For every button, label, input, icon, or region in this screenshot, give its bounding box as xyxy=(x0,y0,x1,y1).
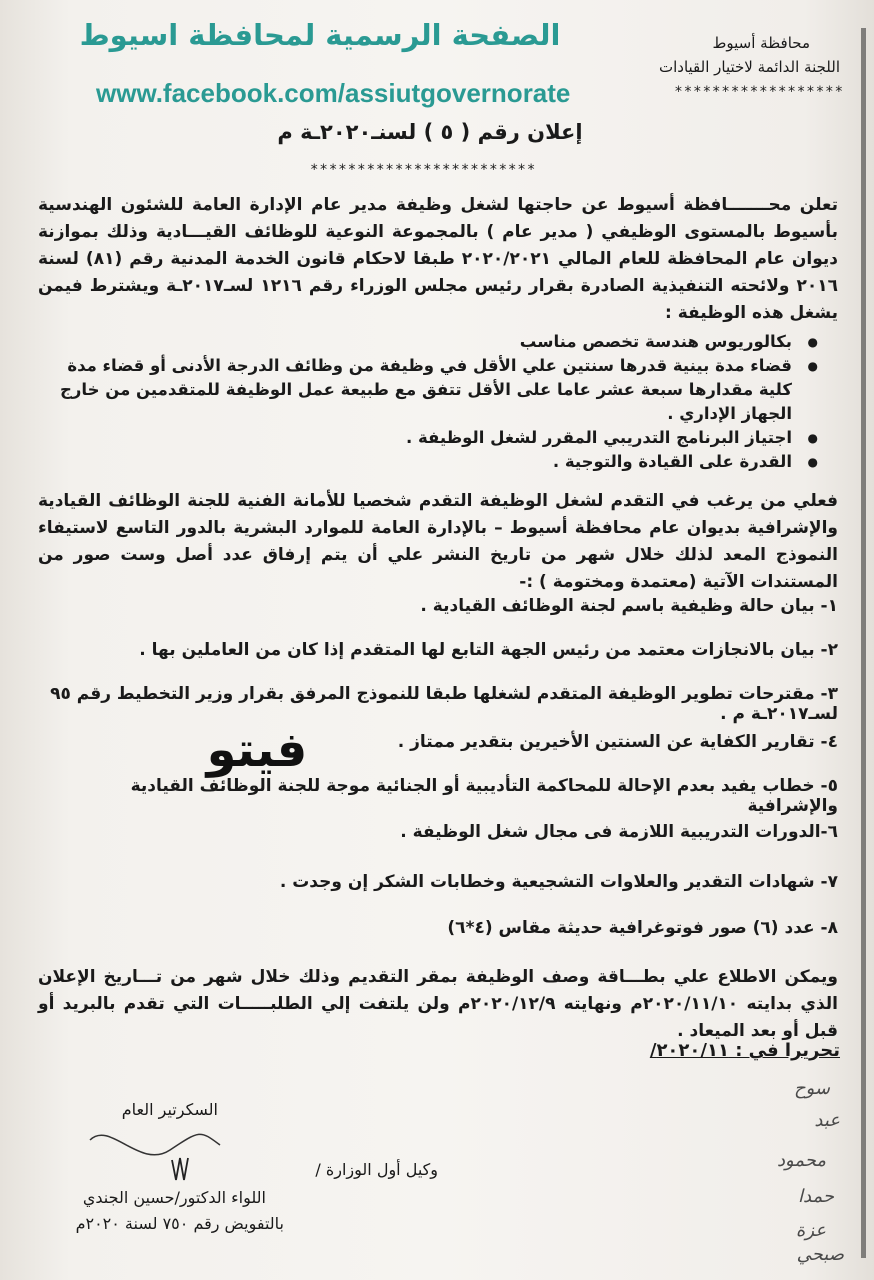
document-item: ٤- تقارير الكفاية عن السنتين الأخيرين بتقدير ممتاز . xyxy=(397,732,838,752)
watermark-logo: فيتو xyxy=(206,722,308,778)
document-item: ٥- خطاب يفيد بعدم الإحالة للمحاكمة التأديبية أو الجنائية موجة للجنة الوظائف القيادية والإشرافية xyxy=(130,776,838,816)
condition-item: ● بكالوريوس هندسة تخصص مناسب xyxy=(58,330,818,354)
page-edge-shadow xyxy=(861,28,866,1258)
announcement-stars: ************************ xyxy=(310,162,537,178)
signature-deputy: وكيل أول الوزارة / xyxy=(315,1160,438,1179)
handwritten-mark: حمدا xyxy=(798,1186,834,1207)
handwritten-mark: عبد xyxy=(814,1110,840,1131)
document-item: ٨- عدد (٦) صور فوتوغرافية حديثة مقاس (٤*٦) xyxy=(447,918,838,938)
handwritten-mark: محمود xyxy=(777,1150,826,1171)
document-item: ٢- بيان بالانجازات معتمد من رئيس الجهة التابع لها المتقدم إذا كان من العاملين بها . xyxy=(139,640,838,660)
document-item: ٧- شهادات التقدير والعلاوات التشجيعية وخطابات الشكر إن وجدت . xyxy=(279,872,838,892)
condition-item: ● اجتياز البرنامج التدريبي المقرر لشغل الوظيفة . xyxy=(58,426,818,450)
signature-role: السكرتير العام xyxy=(121,1100,218,1119)
application-paragraph: فعلي من يرغب في التقدم لشغل الوظيفة التقدم شخصيا للأمانة الفنية للجنة الوظائف القيادية والإشرافية بديوان عام محافظة أسيوط – بالإدارة العامة للموارد البشرية بالدور التاسع لاستيفاء النموذج المعد لذلك خلال شهر من تاريخ النشر علي أن يتم إرفاق عدد أصل وست صور من المستندات الآتية (معتمدة ومختومة ) :- xyxy=(38,491,838,592)
brand-title: الصفحة الرسمية لمحافظة اسيوط xyxy=(79,18,561,52)
org-committee: اللجنة الدائمة لاختيار القيادات xyxy=(658,58,840,76)
intro-paragraph: تعلن محـــــــافظة أسيوط عن حاجتها لشغل وظيفة مدير عام الإدارة العامة للشئون الهندسية بأسيوط بالمستوى الوظيفي ( مدير عام ) بالمجموعة النوعية للوظائف القيـــادية وذلك بموازنة ديوان عام المحافظة للعام المالي ٢٠٢٠/٢٠٢١ طبقا لاحكام قانون الخدمة المدنية رقم (٨١) لسنة ٢٠١٦ ولائحته التنفيذية الصادرة بقرار رئيس مجلس الوزراء رقم ١٢١٦ لسـ٢٠١٧ـة ويشترط فيمن يشغل هذه الوظيفة : xyxy=(38,195,839,323)
signature-delegation: بالتفويض رقم ٧٥٠ لسنة ٢٠٢٠م xyxy=(75,1214,284,1233)
condition-item: ● القدرة على القيادة والتوجية . xyxy=(58,450,818,474)
signature-scribble-icon xyxy=(80,1120,230,1190)
handwritten-mark: سوح xyxy=(794,1078,830,1099)
handwritten-mark: صبحي xyxy=(796,1244,844,1265)
org-governorate: محافظة أسيوط xyxy=(712,34,810,52)
announcement-title: إعلان رقم ( ٥ ) لسنـ٢٠٢٠ـة م xyxy=(277,120,583,144)
closing-paragraph: ويمكن الاطلاع علي بطـــاقة وصف الوظيفة بمقر التقديم وذلك خلال شهر من تـــاريخ الإعلان الذي بدايته ٢٠٢٠/١١/١٠م ونهايته ٢٠٢٠/١٢/٩م ولن يلتفت إلي الطلبـــــات التي تقدم بالبريد أو قبل أو بعد الميعاد . xyxy=(38,967,838,1041)
document-item: ٣- مقترحات تطوير الوظيفة المتقدم لشغلها طبقا للنموذج المرفق بقرار وزير التخطيط رقم ٩٥ لسـ٢٠١٧ـة م . xyxy=(50,684,838,724)
condition-item: ● قضاء مدة بينية قدرها سنتين علي الأقل في وظيفة من وظائف الدرجة الأدنى أو قضاء مدة كلية مقدارها سبعة عشر عاما على الأقل تتفق مع طبيعة عمل الوظيفة للمتقدمين من خارج الجهاز الإداري . xyxy=(58,354,818,426)
facebook-link[interactable]: www.facebook.com/assiutgovernorate xyxy=(96,78,571,108)
document-item: ١- بيان حالة وظيفية باسم لجنة الوظائف القيادية . xyxy=(420,596,838,616)
handwritten-mark: عزة xyxy=(795,1220,826,1241)
signature-name: اللواء الدكتور/حسين الجندي xyxy=(82,1188,266,1207)
org-stars: ****************** xyxy=(674,84,844,100)
document-item: ٦-الدورات التدريبية اللازمة فى مجال شغل الوظيفة . xyxy=(400,822,838,842)
date-line: تحريرا في : ٢٠٢٠/١١/ xyxy=(649,1040,840,1061)
conditions-list xyxy=(58,330,818,474)
